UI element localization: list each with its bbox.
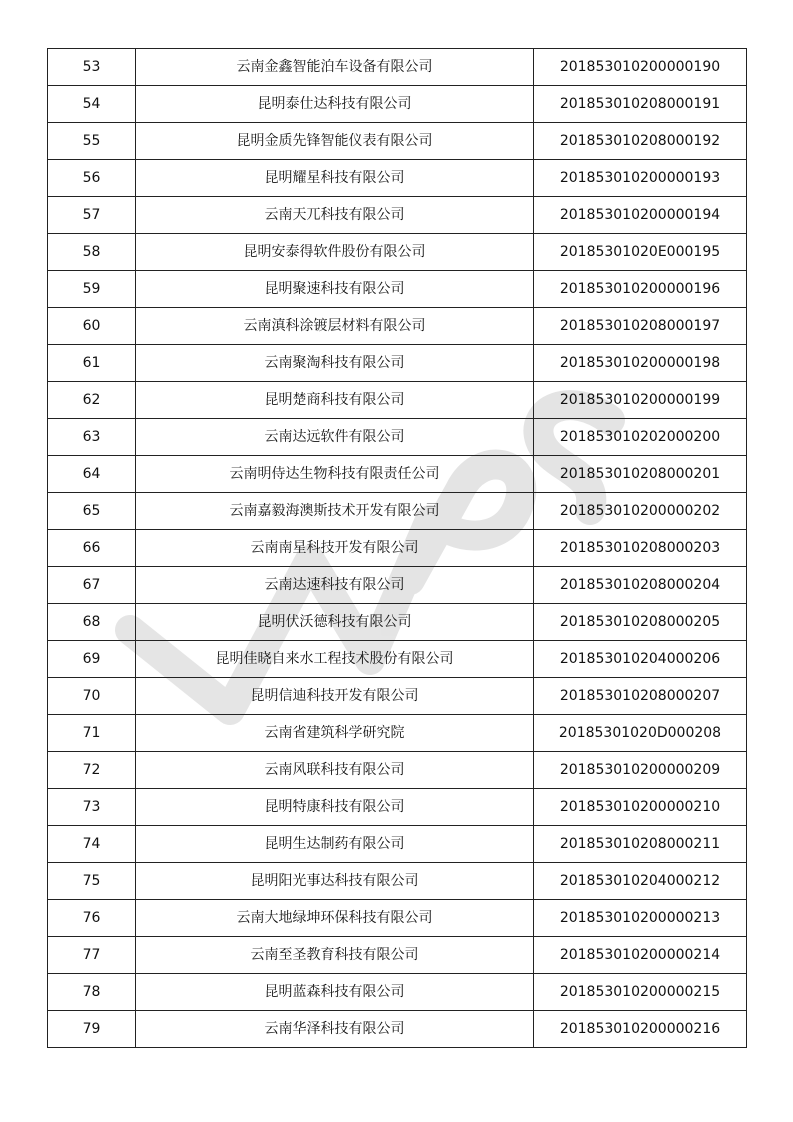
row-number: 54 (48, 86, 136, 123)
table-row (48, 826, 747, 863)
registration-code: 201853010208000211 (534, 826, 747, 863)
company-name: 云南滇科涂镀层材料有限公司 (136, 308, 534, 345)
table-row (48, 234, 747, 271)
table-row (48, 900, 747, 937)
company-name: 昆明耀星科技有限公司 (136, 160, 534, 197)
company-name: 云南大地绿坤环保科技有限公司 (136, 900, 534, 937)
table-body (48, 49, 747, 1048)
row-number: 61 (48, 345, 136, 382)
registration-table (47, 48, 747, 1048)
table-row (48, 197, 747, 234)
row-number: 64 (48, 456, 136, 493)
row-number: 68 (48, 604, 136, 641)
registration-code: 201853010200000199 (534, 382, 747, 419)
table-row (48, 789, 747, 826)
company-name: 云南天兀科技有限公司 (136, 197, 534, 234)
row-number: 75 (48, 863, 136, 900)
table-row (48, 86, 747, 123)
row-number: 66 (48, 530, 136, 567)
registration-code: 201853010200000213 (534, 900, 747, 937)
table-row (48, 49, 747, 86)
table-row (48, 308, 747, 345)
company-name: 云南金鑫智能泊车设备有限公司 (136, 49, 534, 86)
company-name: 昆明安泰得软件股份有限公司 (136, 234, 534, 271)
registration-code: 201853010200000216 (534, 1011, 747, 1048)
company-name: 昆明聚速科技有限公司 (136, 271, 534, 308)
registration-code: 20185301020E000195 (534, 234, 747, 271)
company-name: 云南明侍达生物科技有限责任公司 (136, 456, 534, 493)
row-number: 77 (48, 937, 136, 974)
row-number: 53 (48, 49, 136, 86)
registration-code: 201853010200000193 (534, 160, 747, 197)
table-row (48, 1011, 747, 1048)
company-name: 云南风联科技有限公司 (136, 752, 534, 789)
row-number: 74 (48, 826, 136, 863)
registration-code: 201853010200000215 (534, 974, 747, 1011)
table-row (48, 678, 747, 715)
table-row (48, 641, 747, 678)
registration-code: 201853010200000214 (534, 937, 747, 974)
registration-code: 201853010200000190 (534, 49, 747, 86)
row-number: 73 (48, 789, 136, 826)
row-number: 71 (48, 715, 136, 752)
row-number: 63 (48, 419, 136, 456)
table-row (48, 382, 747, 419)
registration-code: 201853010200000198 (534, 345, 747, 382)
registration-code: 201853010208000191 (534, 86, 747, 123)
table-row (48, 974, 747, 1011)
row-number: 62 (48, 382, 136, 419)
table-row (48, 419, 747, 456)
registration-code: 201853010202000200 (534, 419, 747, 456)
row-number: 55 (48, 123, 136, 160)
company-name: 昆明楚商科技有限公司 (136, 382, 534, 419)
row-number: 60 (48, 308, 136, 345)
registration-code: 201853010200000202 (534, 493, 747, 530)
registration-code: 20185301020D000208 (534, 715, 747, 752)
company-name: 云南达远软件有限公司 (136, 419, 534, 456)
table-row (48, 456, 747, 493)
table-row (48, 530, 747, 567)
registration-code: 201853010200000210 (534, 789, 747, 826)
table-row (48, 567, 747, 604)
company-name: 昆明蓝森科技有限公司 (136, 974, 534, 1011)
registration-code: 201853010200000196 (534, 271, 747, 308)
company-name: 昆明生达制药有限公司 (136, 826, 534, 863)
table-row (48, 160, 747, 197)
company-name: 云南达速科技有限公司 (136, 567, 534, 604)
company-name: 昆明阳光事达科技有限公司 (136, 863, 534, 900)
row-number: 58 (48, 234, 136, 271)
registration-code: 201853010208000197 (534, 308, 747, 345)
table-row (48, 863, 747, 900)
registration-code: 201853010208000192 (534, 123, 747, 160)
table-row (48, 715, 747, 752)
registration-code: 201853010208000203 (534, 530, 747, 567)
company-name: 昆明伏沃德科技有限公司 (136, 604, 534, 641)
company-name: 昆明金质先锋智能仪表有限公司 (136, 123, 534, 160)
registration-code: 201853010204000206 (534, 641, 747, 678)
registration-code: 201853010208000207 (534, 678, 747, 715)
company-name: 云南华泽科技有限公司 (136, 1011, 534, 1048)
company-name: 昆明佳晓自来水工程技术股份有限公司 (136, 641, 534, 678)
row-number: 59 (48, 271, 136, 308)
company-name: 云南南星科技开发有限公司 (136, 530, 534, 567)
row-number: 70 (48, 678, 136, 715)
registration-code: 201853010204000212 (534, 863, 747, 900)
row-number: 69 (48, 641, 136, 678)
company-name: 云南至圣教育科技有限公司 (136, 937, 534, 974)
row-number: 72 (48, 752, 136, 789)
row-number: 57 (48, 197, 136, 234)
company-name: 云南省建筑科学研究院 (136, 715, 534, 752)
registration-code: 201853010200000209 (534, 752, 747, 789)
registration-code: 201853010200000194 (534, 197, 747, 234)
row-number: 79 (48, 1011, 136, 1048)
registration-code: 201853010208000204 (534, 567, 747, 604)
table-row (48, 604, 747, 641)
company-name: 昆明特康科技有限公司 (136, 789, 534, 826)
row-number: 56 (48, 160, 136, 197)
row-number: 76 (48, 900, 136, 937)
company-name: 云南嘉毅海澳斯技术开发有限公司 (136, 493, 534, 530)
table-row (48, 123, 747, 160)
table-row (48, 271, 747, 308)
company-name: 昆明泰仕达科技有限公司 (136, 86, 534, 123)
company-name: 云南聚淘科技有限公司 (136, 345, 534, 382)
table-row (48, 493, 747, 530)
registration-code: 201853010208000201 (534, 456, 747, 493)
company-name: 昆明信迪科技开发有限公司 (136, 678, 534, 715)
registration-code: 201853010208000205 (534, 604, 747, 641)
table-row (48, 752, 747, 789)
table-row (48, 345, 747, 382)
table-row (48, 937, 747, 974)
row-number: 65 (48, 493, 136, 530)
row-number: 67 (48, 567, 136, 604)
row-number: 78 (48, 974, 136, 1011)
